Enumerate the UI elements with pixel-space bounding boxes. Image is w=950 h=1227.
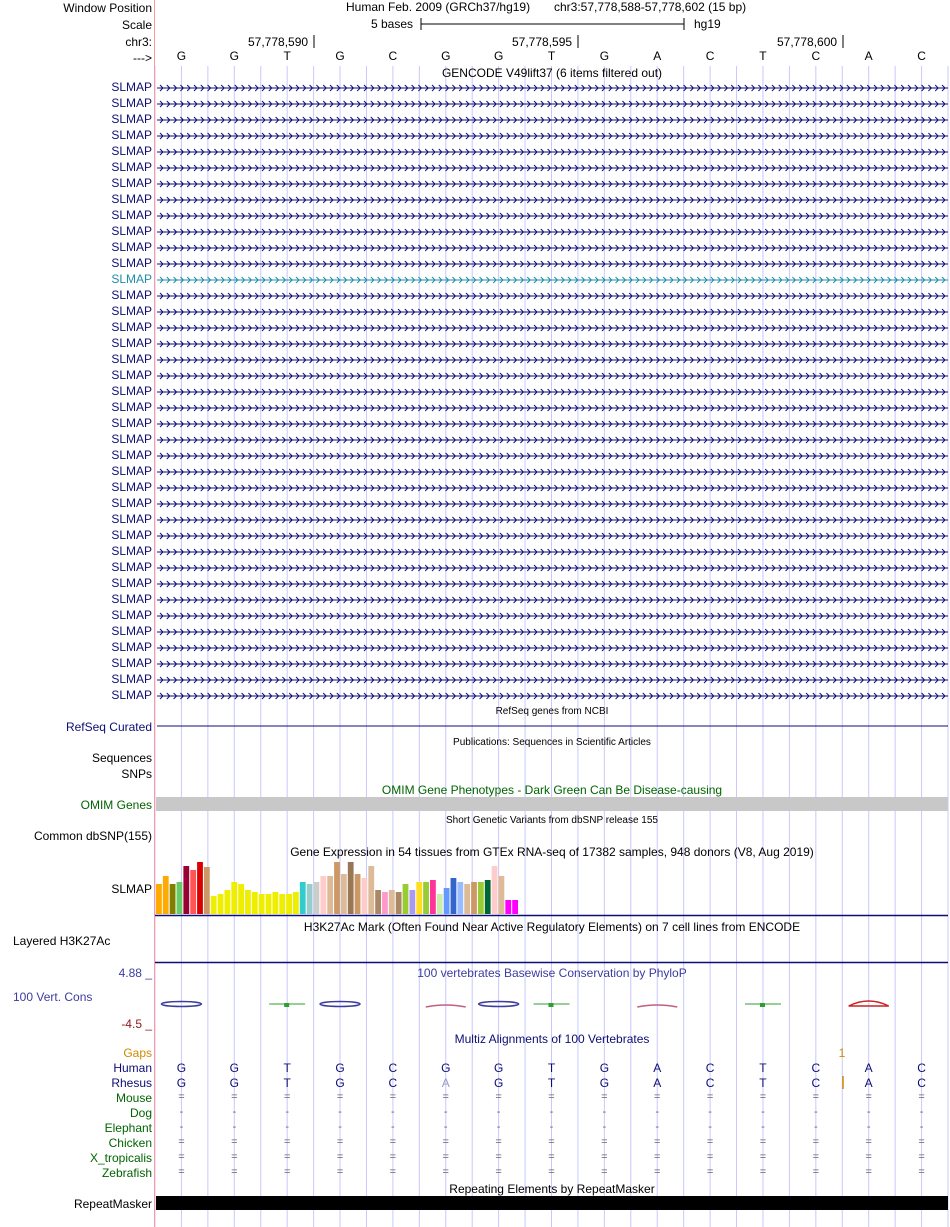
base-letter: A — [864, 49, 873, 63]
gtex-bar — [485, 880, 491, 914]
alignment-base: G — [335, 1061, 345, 1075]
alignment-base: C — [917, 1061, 926, 1075]
gtex-bar — [272, 892, 278, 914]
alignment-base: - — [338, 1121, 342, 1133]
gencode-transcript-label[interactable]: SLMAP — [111, 496, 152, 510]
gencode-transcript-label[interactable]: SLMAP — [111, 128, 152, 142]
alignment-base: = — [918, 1151, 925, 1163]
alignment-base: = — [336, 1091, 344, 1103]
alignment-base: - — [338, 1106, 342, 1118]
alignment-base: C — [917, 1076, 926, 1090]
publications-label-sequences[interactable]: Sequences — [91, 751, 152, 765]
alignment-base: = — [812, 1151, 820, 1163]
gtex-bar — [403, 884, 409, 914]
gtex-bar — [444, 888, 450, 914]
gtex-bar — [204, 867, 210, 914]
alignment-base: T — [547, 1076, 556, 1090]
species-label[interactable]: Elephant — [104, 1121, 152, 1135]
multiz-title[interactable]: Multiz Alignments of 100 Vertebrates — [454, 1032, 650, 1046]
alignment-base: = — [601, 1151, 608, 1163]
alignment-base: A — [864, 1061, 873, 1075]
alignment-base: A — [441, 1076, 450, 1090]
gtex-bar — [259, 894, 265, 914]
alignment-base: T — [759, 1076, 767, 1090]
gencode-title[interactable]: GENCODE V49lift37 (6 items filtered out) — [441, 66, 663, 80]
gencode-transcript-label[interactable]: SLMAP — [111, 608, 152, 622]
gtex-bar — [396, 892, 402, 914]
gtex-bar — [362, 878, 368, 914]
gtex-bar — [170, 884, 176, 914]
gtex-bar — [423, 882, 429, 914]
gencode-transcript-label[interactable]: SLMAP — [111, 384, 152, 398]
scale-text: 5 bases — [371, 17, 414, 31]
alignment-base: - — [919, 1121, 924, 1133]
alignment-base: = — [283, 1166, 291, 1178]
gtex-bar — [183, 866, 189, 914]
gencode-transcript-label[interactable]: SLMAP — [111, 592, 152, 606]
alignment-base: - — [443, 1106, 448, 1118]
alignment-base: = — [336, 1151, 344, 1163]
gtex-bar — [355, 874, 361, 914]
gencode-transcript-label[interactable]: SLMAP — [111, 336, 152, 350]
species-label[interactable]: Rhesus — [111, 1076, 152, 1090]
h3k27ac-title[interactable]: H3K27Ac Mark (Often Found Near Active Regulatory Elements) on 7 cell lines from ENCODE — [303, 920, 801, 934]
alignment-base: = — [495, 1136, 502, 1148]
alignment-base: C — [705, 1061, 715, 1075]
gtex-bar — [252, 892, 258, 914]
gencode-transcript-label[interactable]: SLMAP — [111, 432, 152, 446]
alignment-base: = — [442, 1136, 449, 1148]
alignment-base: = — [918, 1091, 925, 1103]
alignment-base: = — [283, 1136, 291, 1148]
base-letter: G — [599, 49, 610, 63]
gencode-transcript-label[interactable]: SLMAP — [111, 544, 152, 558]
species-label[interactable]: Dog — [129, 1106, 152, 1120]
phylop-low-glyph — [426, 1005, 466, 1007]
phylop-conserved-glyph — [161, 1002, 201, 1007]
alignment-base: = — [654, 1166, 661, 1178]
gencode-transcript-label[interactable]: SLMAP — [111, 256, 152, 270]
alignment-base: - — [761, 1121, 765, 1133]
alignment-base: G — [229, 1076, 239, 1090]
gaps-label: Gaps — [123, 1046, 152, 1060]
base-letter: G — [335, 49, 345, 63]
gtex-bar — [218, 894, 224, 914]
alignment-base: = — [442, 1166, 449, 1178]
gencode-transcript-label[interactable]: SLMAP — [111, 288, 152, 302]
alignment-base: - — [496, 1106, 501, 1118]
alignment-base: = — [336, 1136, 344, 1148]
species-label[interactable]: Chicken — [108, 1136, 152, 1150]
gtex-bar — [286, 894, 292, 914]
alignment-base: = — [178, 1166, 185, 1178]
gtex-bar — [197, 862, 203, 914]
assembly-text: Human Feb. 2009 (GRCh37/hg19) — [346, 0, 531, 14]
alignment-base: - — [602, 1121, 607, 1133]
window-position-label: Window Position — [63, 1, 152, 15]
gencode-transcript-label[interactable]: SLMAP — [111, 672, 152, 686]
alignment-base: = — [548, 1151, 555, 1163]
alignment-base: - — [285, 1106, 289, 1118]
gencode-transcript-label[interactable]: SLMAP — [111, 272, 152, 286]
gtex-bar — [266, 894, 272, 914]
alignment-base: = — [865, 1166, 872, 1178]
alignment-base: = — [548, 1091, 555, 1103]
scale-label: Scale — [121, 18, 152, 32]
gencode-transcript-label[interactable]: SLMAP — [111, 368, 152, 382]
alignment-base: = — [706, 1136, 714, 1148]
gencode-transcript-label[interactable]: SLMAP — [111, 576, 152, 590]
gtex-bar — [279, 894, 285, 914]
gencode-transcript-label[interactable]: SLMAP — [111, 160, 152, 174]
alignment-base: G — [599, 1061, 610, 1075]
gencode-transcript-label[interactable]: SLMAP — [111, 80, 152, 94]
gtex-bar — [382, 892, 388, 914]
alignment-base: = — [389, 1166, 397, 1178]
alignment-base: - — [655, 1121, 660, 1133]
alignment-base: - — [655, 1106, 660, 1118]
species-label[interactable]: X_tropicalis — [89, 1151, 152, 1165]
strand-label: ---> — [133, 51, 152, 65]
base-letter: T — [547, 49, 556, 63]
alignment-base: - — [232, 1121, 237, 1133]
gencode-transcript-label[interactable]: SLMAP — [111, 480, 152, 494]
alignment-base: - — [179, 1121, 184, 1133]
alignment-base: = — [231, 1151, 238, 1163]
gencode-transcript-label[interactable]: SLMAP — [111, 624, 152, 638]
species-label[interactable]: Human — [113, 1061, 152, 1075]
gtex-bar — [512, 900, 518, 914]
alignment-base: = — [283, 1151, 291, 1163]
gtex-bar — [231, 882, 237, 914]
alignment-base: - — [919, 1106, 924, 1118]
alignment-base: = — [178, 1151, 185, 1163]
alignment-base: = — [495, 1151, 502, 1163]
h3k27ac-label[interactable]: Layered H3K27Ac — [13, 934, 111, 948]
alignment-base: = — [706, 1091, 714, 1103]
base-letter: C — [811, 49, 821, 63]
gtex-bar — [334, 862, 340, 914]
gencode-transcript-label[interactable]: SLMAP — [111, 208, 152, 222]
gtex-bar — [457, 882, 463, 914]
gencode-transcript-label[interactable]: SLMAP — [111, 528, 152, 542]
alignment-base: G — [493, 1076, 504, 1090]
alignment-base: = — [812, 1091, 820, 1103]
alignment-base: = — [336, 1166, 344, 1178]
omim-label[interactable]: OMIM Genes — [80, 798, 152, 812]
gencode-transcript-label[interactable]: SLMAP — [111, 416, 152, 430]
alignment-base: = — [178, 1091, 185, 1103]
base-letter: G — [176, 49, 187, 63]
gtex-bar — [499, 876, 505, 914]
alignment-base: A — [653, 1061, 662, 1075]
alignment-base: = — [389, 1091, 397, 1103]
base-letter: T — [759, 49, 767, 63]
gtex-bar — [225, 890, 231, 914]
gtex-bar — [327, 876, 333, 914]
gtex-bar — [211, 896, 217, 914]
chrom-label: chr3: — [125, 35, 152, 49]
alignment-base: = — [706, 1151, 714, 1163]
base-letter: G — [493, 49, 504, 63]
alignment-base: = — [865, 1151, 872, 1163]
alignment-base: - — [496, 1121, 501, 1133]
alignment-base: - — [179, 1106, 184, 1118]
species-label[interactable]: Zebrafish — [101, 1166, 152, 1180]
alignment-base: A — [864, 1076, 873, 1090]
alignment-base: - — [761, 1106, 765, 1118]
alignment-base: = — [442, 1091, 449, 1103]
gtex-bar — [368, 866, 374, 914]
alignment-base: = — [865, 1091, 872, 1103]
phylop-label[interactable]: 100 Vert. Cons — [13, 990, 93, 1004]
gtex-bar — [314, 882, 320, 914]
phylop-neutral-dot — [284, 1003, 289, 1007]
phylop-conserved-glyph — [320, 1002, 360, 1007]
alignment-base: = — [495, 1166, 502, 1178]
alignment-base: = — [231, 1136, 238, 1148]
alignment-base: = — [495, 1091, 502, 1103]
alignment-base: - — [813, 1106, 818, 1118]
alignment-base: - — [549, 1106, 554, 1118]
dbsnp-label[interactable]: Common dbSNP(155) — [33, 829, 152, 843]
gtex-bar — [505, 900, 511, 914]
gencode-transcript-label[interactable]: SLMAP — [111, 448, 152, 462]
alignment-base: G — [599, 1076, 610, 1090]
alignment-base: = — [706, 1166, 714, 1178]
gencode-transcript-label[interactable]: SLMAP — [111, 224, 152, 238]
base-letter: C — [388, 49, 398, 63]
alignment-base: = — [231, 1091, 238, 1103]
alignment-base: G — [335, 1076, 345, 1090]
base-letter: C — [705, 49, 715, 63]
gencode-transcript-label[interactable]: SLMAP — [111, 192, 152, 206]
gtex-bar — [375, 890, 381, 914]
gencode-transcript-label[interactable]: SLMAP — [111, 656, 152, 670]
alignment-base: T — [547, 1061, 556, 1075]
alignment-base: = — [601, 1136, 608, 1148]
alignment-base: A — [653, 1076, 662, 1090]
omim-bar — [156, 797, 948, 811]
alignment-base: C — [705, 1076, 715, 1090]
repeatmasker-bar — [156, 1196, 948, 1210]
alignment-base: = — [601, 1091, 608, 1103]
phylop-title[interactable]: 100 vertebrates Basewise Conservation by PhyloP — [417, 966, 687, 980]
gencode-transcript-label[interactable]: SLMAP — [111, 320, 152, 334]
gtex-bar — [300, 882, 306, 914]
gtex-bar — [389, 890, 395, 914]
alignment-base: = — [865, 1136, 872, 1148]
gencode-transcript-label[interactable]: SLMAP — [111, 96, 152, 110]
base-letter: G — [229, 49, 239, 63]
alignment-base: T — [283, 1061, 291, 1075]
gencode-transcript-label[interactable]: SLMAP — [111, 400, 152, 414]
gtex-bar — [156, 884, 162, 914]
position-text[interactable]: chr3:57,778,588-57,778,602 (15 bp) — [554, 0, 747, 14]
gencode-transcript-label[interactable]: SLMAP — [111, 640, 152, 654]
alignment-base: = — [601, 1166, 608, 1178]
alignment-base: T — [759, 1061, 767, 1075]
gtex-bar — [348, 862, 354, 914]
alignment-base: G — [229, 1061, 239, 1075]
alignment-base: = — [812, 1166, 820, 1178]
alignment-base: T — [283, 1076, 291, 1090]
alignment-base: C — [811, 1061, 821, 1075]
gtex-bar — [190, 870, 196, 914]
publications-title[interactable]: Publications: Sequences in Scientific Articles — [453, 737, 651, 748]
alignment-base: - — [866, 1121, 871, 1133]
alignment-base: - — [285, 1121, 289, 1133]
phylop-min: -4.5 _ — [121, 1017, 152, 1031]
alignment-base: = — [759, 1151, 767, 1163]
gencode-transcript-label[interactable]: SLMAP — [111, 176, 152, 190]
base-letter: C — [917, 49, 926, 63]
gencode-transcript-label[interactable]: SLMAP — [111, 512, 152, 526]
alignment-base: G — [176, 1076, 187, 1090]
gtex-bar — [416, 882, 422, 914]
alignment-base: - — [813, 1121, 818, 1133]
repeatmasker-title[interactable]: Repeating Elements by RepeatMasker — [449, 1182, 655, 1196]
gtex-bar — [163, 876, 169, 914]
alignment-base: C — [811, 1076, 821, 1090]
alignment-base: = — [759, 1166, 767, 1178]
gtex-bar — [451, 878, 457, 914]
alignment-base: - — [443, 1121, 448, 1133]
phylop-conserved-glyph — [479, 1002, 519, 1007]
refseq-label[interactable]: RefSeq Curated — [65, 720, 152, 734]
gtex-bar — [238, 884, 244, 914]
gencode-transcript-label[interactable]: SLMAP — [111, 144, 152, 158]
alignment-base: C — [388, 1061, 398, 1075]
gtex-bar — [464, 884, 470, 914]
gencode-transcript-label[interactable]: SLMAP — [111, 688, 152, 702]
alignment-base: - — [602, 1106, 607, 1118]
gtex-bar — [409, 890, 415, 914]
repeatmasker-label[interactable]: RepeatMasker — [73, 1197, 152, 1211]
refseq-title[interactable]: RefSeq genes from NCBI — [495, 706, 609, 717]
alignment-base: = — [389, 1136, 397, 1148]
alignment-base: = — [759, 1136, 767, 1148]
publications-label-snps[interactable]: SNPs — [121, 767, 152, 781]
gencode-transcript-label[interactable]: SLMAP — [111, 464, 152, 478]
gencode-transcript-label[interactable]: SLMAP — [111, 304, 152, 318]
alignment-base: - — [391, 1121, 395, 1133]
phylop-max: 4.88 _ — [118, 966, 152, 980]
species-label[interactable]: Mouse — [115, 1091, 152, 1105]
gtex-label[interactable]: SLMAP — [111, 882, 152, 896]
phylop-peak-glyph — [849, 1001, 889, 1006]
alignment-base: G — [441, 1061, 451, 1075]
gtex-bar — [293, 892, 299, 914]
alignment-base: G — [176, 1061, 187, 1075]
base-letter: T — [283, 49, 291, 63]
alignment-base: = — [548, 1166, 555, 1178]
alignment-base: = — [442, 1151, 449, 1163]
gtex-bar — [245, 890, 251, 914]
gaps-value: 1 — [838, 1046, 846, 1060]
alignment-base: = — [654, 1151, 661, 1163]
gtex-bar — [307, 884, 313, 914]
alignment-base: = — [654, 1136, 661, 1148]
gencode-transcript-label[interactable]: SLMAP — [111, 240, 152, 254]
gtex-bar — [341, 874, 347, 914]
alignment-base: - — [866, 1106, 871, 1118]
gtex-bar — [430, 880, 436, 914]
scale-db: hg19 — [694, 17, 721, 31]
phylop-neutral-dot — [760, 1003, 765, 1007]
alignment-base: = — [389, 1151, 397, 1163]
alignment-base: = — [812, 1136, 820, 1148]
alignment-base: G — [493, 1061, 504, 1075]
base-letter: G — [441, 49, 451, 63]
alignment-base: = — [231, 1166, 238, 1178]
gtex-bar — [177, 882, 183, 914]
coord-tick-2: 57,778,595 — [512, 35, 573, 49]
alignment-base: - — [549, 1121, 554, 1133]
phylop-low-glyph — [637, 1005, 677, 1007]
gtex-bar — [320, 876, 326, 914]
alignment-base: = — [178, 1136, 185, 1148]
alignment-base: = — [283, 1091, 291, 1103]
gtex-bar — [437, 894, 443, 914]
alignment-base: C — [388, 1076, 398, 1090]
gtex-bar — [471, 882, 477, 914]
alignment-base: = — [759, 1091, 767, 1103]
dbsnp-title[interactable]: Short Genetic Variants from dbSNP release 155 — [446, 815, 658, 826]
gencode-transcript-label[interactable]: SLMAP — [111, 352, 152, 366]
alignment-base: - — [232, 1106, 237, 1118]
phylop-neutral-dot — [549, 1003, 554, 1007]
gtex-bar — [492, 866, 498, 914]
omim-title[interactable]: OMIM Gene Phenotypes - Dark Green Can Be Disease-causing — [381, 783, 723, 797]
gencode-transcript-label[interactable]: SLMAP — [111, 112, 152, 126]
coord-tick-1: 57,778,590 — [248, 35, 309, 49]
alignment-base: = — [654, 1091, 661, 1103]
alignment-base: - — [708, 1106, 712, 1118]
coord-tick-3: 57,778,600 — [777, 35, 838, 49]
alignment-base: = — [548, 1136, 555, 1148]
alignment-base: - — [708, 1121, 712, 1133]
alignment-base: = — [918, 1136, 925, 1148]
gtex-bar — [478, 882, 484, 914]
alignment-base: - — [391, 1106, 395, 1118]
base-letter: A — [653, 49, 662, 63]
alignment-base: = — [918, 1166, 925, 1178]
gencode-transcript-label[interactable]: SLMAP — [111, 560, 152, 574]
gtex-title[interactable]: Gene Expression in 54 tissues from GTEx RNA-seq of 17382 samples, 948 donors (V8, Aug 2019) — [290, 845, 814, 859]
